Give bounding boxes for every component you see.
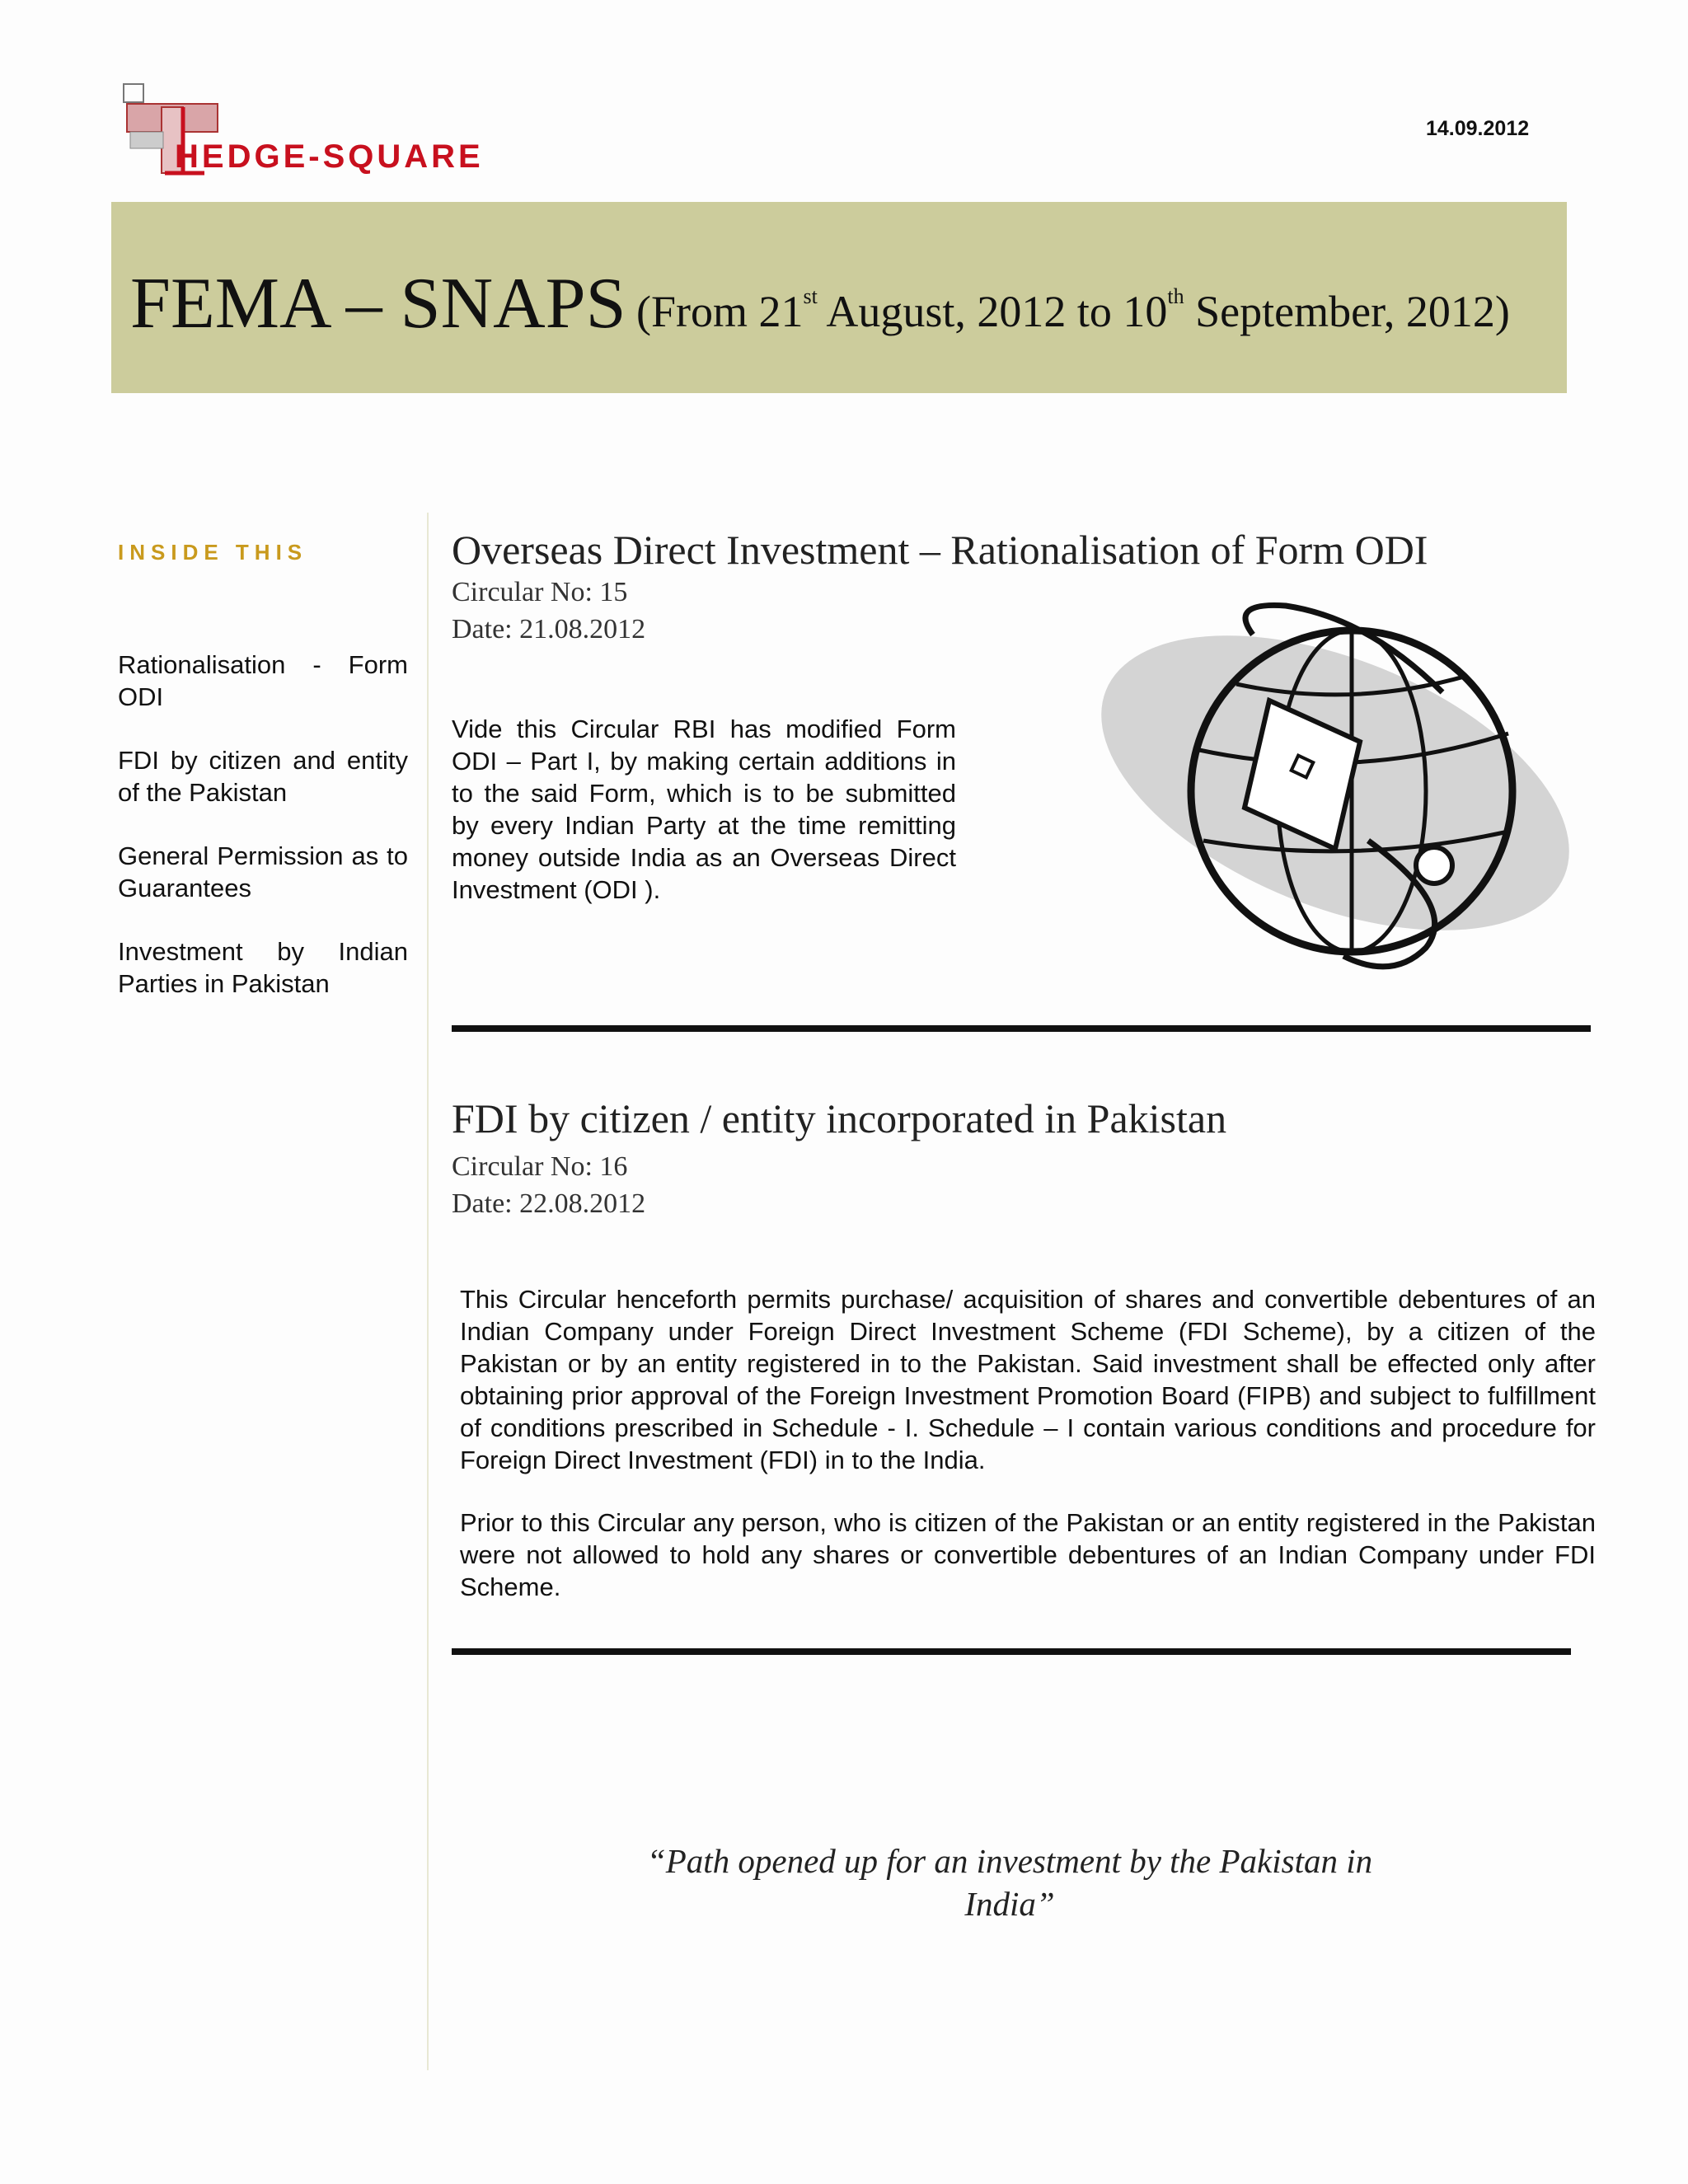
section2-paragraph-2: Prior to this Circular any person, who is citizen of the Pakistan or an entity registered in the Pakistan were not allowed to hold any shares or convertible debentures of an Indian Company under FDI Scheme. (460, 1508, 1596, 1601)
document-date: 14.09.2012 (1426, 117, 1530, 140)
toc-item-rationalisation[interactable]: Rationalisation - Form ODI (118, 650, 408, 711)
section1-body: Vide this Circular RBI has modified Form ODI – Part I, by making certain additions in to the said Form, which is to be submitted by every Indian Party at the time remitting money outside India as an Overseas Direct Investment (ODI ). (452, 715, 956, 904)
sidebar-heading: INSIDE THIS (118, 540, 308, 565)
toc-item-fdi-pakistan[interactable]: FDI by citizen and entity of the Pakistan (118, 746, 408, 807)
sidebar-divider (427, 513, 429, 2070)
range-sup-end: th (1167, 284, 1184, 308)
toc-item-investment-pakistan[interactable]: Investment by Indian Parties in Pakistan (118, 937, 408, 998)
range-prefix: (From 21 (636, 287, 804, 336)
range-sup-start: st (803, 284, 818, 308)
date-range (636, 284, 1510, 337)
range-suffix: September, 2012) (1184, 287, 1510, 336)
section2-circular: Circular No: 16 (452, 1151, 628, 1182)
section2-divider (452, 1648, 1571, 1655)
section1-circular: Circular No: 15 (452, 577, 628, 607)
brand-name: HEDGE-SQUARE (175, 138, 484, 175)
page-title: FEMA – SNAPS (130, 264, 626, 344)
section1-divider (452, 1025, 1591, 1032)
toc-item-guarantees[interactable]: General Permission as to Guarantees (118, 841, 408, 902)
section1-title: Overseas Direct Investment – Rationalisation of Form ODI (452, 527, 1428, 573)
section1-date: Date: 21.08.2012 (452, 614, 646, 644)
section2-paragraph-1: This Circular henceforth permits purchase/ acquisition of shares and convertible debentures of an Indian Company under Foreign Direct Investment Scheme (FDI Scheme), by a citizen of the Pakistan or by an entity registered in to the Pakistan. Said investment shall be effected only after obtaining prior approval of the Foreign Investment Promotion Board (FIPB) and subject to fulfillment of conditions prescribed in Schedule - I. Schedule – I contain various conditions and procedure for Foreign Direct Investment (FDI) in to the India. (460, 1285, 1596, 1474)
section2-date: Date: 22.08.2012 (452, 1188, 646, 1219)
section2-title: FDI by citizen / entity incorporated in Pakistan (452, 1095, 1227, 1141)
globe-illustration (1096, 593, 1591, 989)
pull-quote: “Path opened up for an investment by the Pakistan in India” (646, 1842, 1373, 1923)
range-middle: August, 2012 to 10 (817, 287, 1168, 336)
